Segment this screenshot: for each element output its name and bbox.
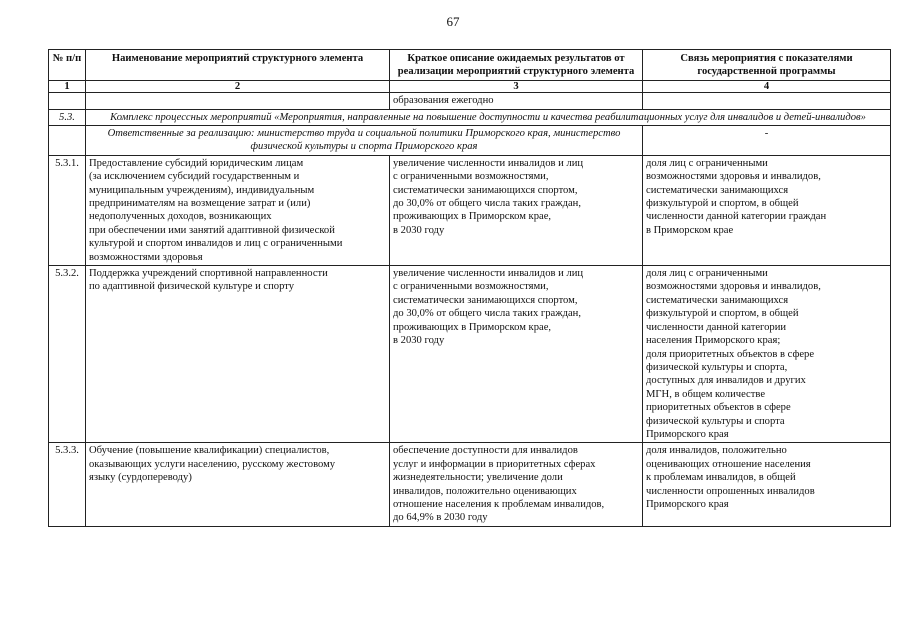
row-desc-line: до 64,9% в 2030 году <box>393 512 488 524</box>
row-link-line: численности данной категории граждан <box>646 211 827 223</box>
row-link-line: численности данной категории <box>646 321 787 333</box>
row-name <box>86 155 390 265</box>
section-responsible-row <box>49 126 891 156</box>
row-desc-line: проживающих в Приморском крае, <box>393 211 552 223</box>
row-desc-line: увеличение численности инвалидов и лиц <box>393 157 584 169</box>
row-desc-line: обеспечение доступности для инвалидов <box>393 445 578 457</box>
row-link-line: физической культуры и спорта <box>646 415 785 427</box>
continuation-text: образования ежегодно <box>390 93 643 109</box>
row-link <box>643 443 891 526</box>
row-desc-line: с ограниченными возможностями, <box>393 171 549 183</box>
header-name: Наименование мероприятий структурного элемента <box>86 50 390 81</box>
table-row <box>49 266 891 443</box>
row-link-line: доля лиц с ограниченными <box>646 268 768 280</box>
row-name-line: возможностями здоровья <box>89 251 203 263</box>
row-link-line: систематически занимающихся <box>646 294 789 306</box>
row-link <box>643 155 891 265</box>
row-desc-line: отношение населения к проблемам инвалидов, <box>393 498 605 510</box>
row-desc-line: проживающих в Приморском крае, <box>393 321 552 333</box>
row-desc-line: до 30,0% от общего числа таких граждан, <box>393 198 581 210</box>
row-desc <box>390 266 643 443</box>
row-link-line: доля приоритетных объектов в сфере <box>646 348 815 360</box>
row-desc-line: систематически занимающихся спортом, <box>393 184 578 196</box>
row-name <box>86 266 390 443</box>
row-link-line: МГН, в общем количестве <box>646 388 766 400</box>
section-responsible-dash: - <box>643 126 891 156</box>
table-row <box>49 155 891 265</box>
column-number: 2 <box>86 81 390 93</box>
page-number: 67 <box>446 14 460 29</box>
row-desc-line: до 30,0% от общего числа таких граждан, <box>393 308 581 320</box>
row-link-line: доля лиц с ограниченными <box>646 157 768 169</box>
row-link-line: физкультурой и спортом, в общей <box>646 308 799 320</box>
row-link-line: доля инвалидов, положительно <box>646 445 787 457</box>
row-num: 5.3.3. <box>49 443 86 526</box>
row-name-line: Обучение (повышение квалификации) специалистов, <box>89 445 330 457</box>
row-desc-line: услуг и информации в приоритетных сферах <box>393 458 596 470</box>
row-name-line: Предоставление субсидий юридическим лицам <box>89 157 304 169</box>
section-num: 5.3. <box>49 109 86 125</box>
row-link <box>643 266 891 443</box>
column-number: 3 <box>390 81 643 93</box>
column-number: 1 <box>49 81 86 93</box>
row-desc-line: систематически занимающихся спортом, <box>393 294 578 306</box>
row-link-line: Приморского края <box>646 498 729 510</box>
row-name-line: культурой и спортом инвалидов и лиц с ограниченными <box>89 238 343 250</box>
row-name-line: муниципальным учреждениям), индивидуальным <box>89 184 315 196</box>
row-name <box>86 443 390 526</box>
row-link-line: населения Приморского края; <box>646 335 781 347</box>
row-link-line: возможностями здоровья и инвалидов, <box>646 171 821 183</box>
row-link-line: физкультурой и спортом, в общей <box>646 198 799 210</box>
section-title: Комплекс процессных мероприятий «Мероприятия, направленные на повышение доступности и качества реабилитационных услуг для инвалидов и детей-инвалидов» <box>86 109 891 125</box>
row-name-line: оказывающих услуги населению, русскому жестовому <box>89 458 336 470</box>
row-link-line: физической культуры и спорта, <box>646 361 788 373</box>
row-name-line: предпринимателям на возмещение затрат и (или) <box>89 198 311 210</box>
row-name-line: языку (сурдопереводу) <box>89 472 192 484</box>
row-link-line: в Приморском крае <box>646 224 734 236</box>
row-desc-line: в 2030 году <box>393 335 445 347</box>
row-desc-line: инвалидов, положительно оценивающих <box>393 485 577 497</box>
row-desc-line: с ограниченными возможностями, <box>393 281 549 293</box>
continuation-row <box>49 93 891 109</box>
row-desc <box>390 155 643 265</box>
table-header-row <box>49 50 891 81</box>
table-row <box>49 443 891 526</box>
row-link-line: приоритетных объектов в сфере <box>646 402 791 414</box>
header-num: № п/п <box>49 50 86 81</box>
row-desc <box>390 443 643 526</box>
row-num: 5.3.1. <box>49 155 86 265</box>
row-name-line: (за исключением субсидий государственным и <box>89 171 300 183</box>
row-link-line: Приморского края <box>646 428 729 440</box>
row-link-line: к проблемам инвалидов, в общей <box>646 472 796 484</box>
row-name-line: при обеспечении ими занятий адаптивной физической <box>89 224 335 236</box>
column-number: 4 <box>643 81 891 93</box>
row-desc-line: в 2030 году <box>393 224 445 236</box>
column-number-row <box>49 81 891 93</box>
measures-table <box>48 49 891 527</box>
row-name-line: Поддержка учреждений спортивной направленности <box>89 268 328 280</box>
header-link: Связь мероприятия с показателями государственной программы <box>643 50 891 81</box>
row-link-line: численности опрошенных инвалидов <box>646 485 815 497</box>
row-desc-line: жизнедеятельности; увеличение доли <box>393 472 563 484</box>
row-link-line: оценивающих отношение населения <box>646 458 811 470</box>
row-name-line: недополученных доходов, возникающих <box>89 211 272 223</box>
header-desc: Краткое описание ожидаемых результатов от реализации мероприятий структурного элемента <box>390 50 643 81</box>
row-link-line: доступных для инвалидов и других <box>646 375 806 387</box>
section-title-row <box>49 109 891 125</box>
row-link-line: систематически занимающихся <box>646 184 789 196</box>
row-name-line: по адаптивной физической культуре и спорту <box>89 281 295 293</box>
row-num: 5.3.2. <box>49 266 86 443</box>
section-responsible: Ответственные за реализацию: министерство труда и социальной политики Приморского края, министерство физической культуры и спорта Приморского края <box>86 126 643 156</box>
row-link-line: возможностями здоровья и инвалидов, <box>646 281 821 293</box>
row-desc-line: увеличение численности инвалидов и лиц <box>393 268 584 280</box>
